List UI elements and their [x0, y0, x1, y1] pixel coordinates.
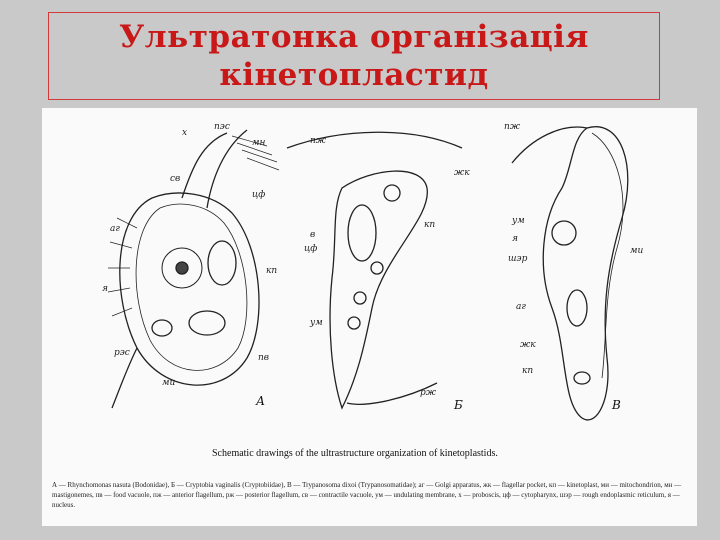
panel-label-c: В	[612, 398, 621, 412]
label-c-um: ум	[512, 216, 525, 226]
label-a-res: рэс	[114, 348, 130, 358]
label-a-mi: ми	[162, 378, 176, 388]
label-c-ya: я	[512, 234, 518, 244]
panel-label-a: А	[256, 394, 266, 408]
label-a-sv: св	[170, 174, 181, 184]
label-b-kp: кп	[424, 220, 436, 230]
label-c-pzh: пж	[504, 122, 521, 132]
schematic-figure	[42, 108, 697, 526]
cell-a-inner	[136, 204, 247, 370]
nucleus-c	[552, 221, 576, 245]
kinetoplast-c	[574, 372, 590, 384]
cell-drawings	[42, 108, 697, 526]
cell-a-outline	[120, 193, 259, 385]
label-c-zhk: жк	[520, 340, 536, 350]
label-a-pes: пэс	[214, 122, 230, 132]
undulating-membrane-c	[592, 133, 623, 378]
label-b-cf: цф	[304, 244, 318, 254]
cell-b-outline	[330, 171, 427, 408]
cell-c-outline	[543, 127, 628, 420]
slide-title-line-1: Ультратонка організація	[119, 19, 589, 55]
figure-caption: Schematic drawings of the ultrastructure organization of kinetoplastids.	[212, 448, 498, 459]
label-c-mi: ми	[630, 246, 644, 256]
title-box	[48, 12, 660, 100]
label-b-v: в	[310, 230, 316, 240]
label-b-zhk: жк	[454, 168, 470, 178]
label-c-sher: шэр	[508, 254, 528, 264]
label-a-x: х	[182, 128, 188, 138]
label-b-pzh: пж	[310, 136, 327, 146]
figure-legend: А — Rhynchomonas nasuta (Bodonidae), Б — Cryptobia vaginalis (Cryptobiidae), В — Trypanosoma dixoi (Trypanosomatidae); аг — Golgi apparatus, жк — flagellar pocket, кп — kinetoplast, ми — mitochondrion, мн — mastigonemes, пв — food vacuole, пж — anterior flagellum, рж — posterior flagellum, св — contractile vacuole, ум — undulating membrane, х — proboscis, цф — cytopharynx, шэр — rough endoplasmic reticulum, я — nucleus.	[52, 481, 682, 509]
label-a-pv: пв	[258, 353, 270, 363]
label-c-ag: аг	[516, 302, 526, 312]
label-a-ya: я	[102, 284, 108, 294]
label-b-rzh: рж	[420, 388, 436, 398]
label-a-cf: цф	[252, 190, 266, 200]
slide-title-line-2: кінетопластид	[219, 57, 489, 93]
label-b-um: ум	[310, 318, 323, 328]
kinetoplast-a	[208, 241, 236, 285]
label-a-mn: мн	[252, 138, 266, 148]
label-a-kp: кп	[266, 266, 278, 276]
nucleus-b	[348, 205, 376, 261]
panel-label-b: Б	[454, 398, 463, 412]
label-a-ag: аг	[110, 224, 120, 234]
label-c-kp: кп	[522, 366, 534, 376]
